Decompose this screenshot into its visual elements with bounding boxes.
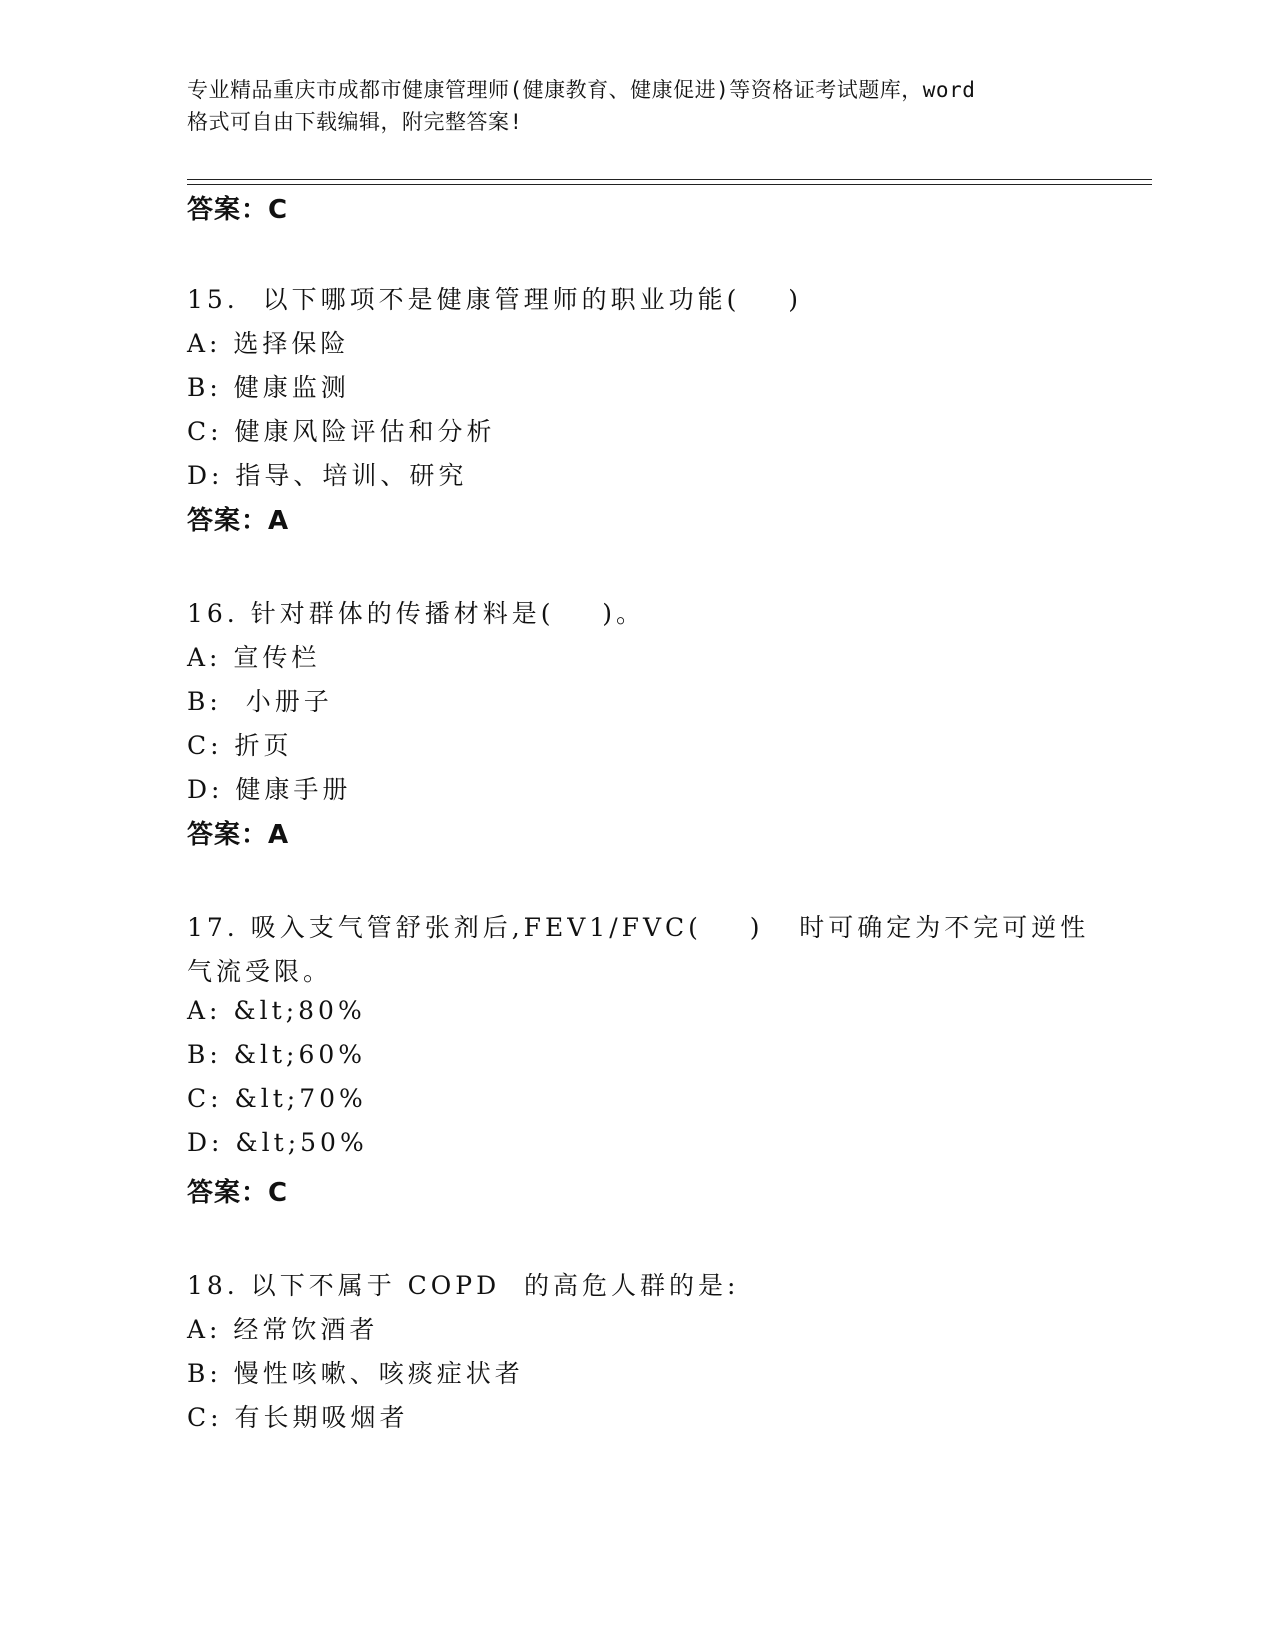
question-17-option-a: A: &lt;80% <box>187 996 366 1025</box>
question-15-answer: 答案：A <box>187 506 290 536</box>
question-16-option-c: C: 折页 <box>187 731 293 760</box>
header-line-1: 专业精品重庆市成都市健康管理师(健康教育、健康促进)等资格证考试题库，word <box>187 78 976 102</box>
question-15-stem: 15. 以下哪项不是健康管理师的职业功能( ) <box>187 285 802 314</box>
header-divider-bottom <box>187 184 1152 185</box>
question-16-answer: 答案：A <box>187 820 290 850</box>
question-17-option-d: D: &lt;50% <box>187 1128 368 1157</box>
question-18-option-b: B: 慢性咳嗽、咳痰症状者 <box>187 1359 524 1388</box>
question-17-stem-line-2: 气流受限。 <box>187 957 333 986</box>
question-17-option-b: B: &lt;60% <box>187 1040 367 1069</box>
question-15-option-c: C: 健康风险评估和分析 <box>187 417 496 446</box>
question-16-stem: 16. 针对群体的传播材料是( )。 <box>187 599 646 628</box>
previous-answer: 答案：C <box>187 195 289 225</box>
question-16-option-d: D: 健康手册 <box>187 775 352 804</box>
header-line-2: 格式可自由下载编辑，附完整答案! <box>187 110 523 134</box>
question-18-stem: 18. 以下不属于 COPD 的高危人群的是: <box>187 1271 740 1300</box>
question-15-option-a: A: 选择保险 <box>187 329 350 358</box>
question-15-option-d: D: 指导、培训、研究 <box>187 461 468 490</box>
question-15-option-b: B: 健康监测 <box>187 373 350 402</box>
question-16-option-b: B: 小册子 <box>187 687 333 716</box>
question-18-option-c: C: 有长期吸烟者 <box>187 1403 409 1432</box>
question-16-option-a: A: 宣传栏 <box>187 643 321 672</box>
question-17-answer: 答案：C <box>187 1178 289 1208</box>
question-17-option-c: C: &lt;70% <box>187 1084 367 1113</box>
question-18-option-a: A: 经常饮酒者 <box>187 1315 379 1344</box>
header-divider-top <box>187 179 1152 180</box>
question-17-stem: 17. 吸入支气管舒张剂后,FEV1/FVC( ) 时可确定为不完可逆性 <box>187 913 1090 942</box>
page-header <box>187 74 1087 138</box>
